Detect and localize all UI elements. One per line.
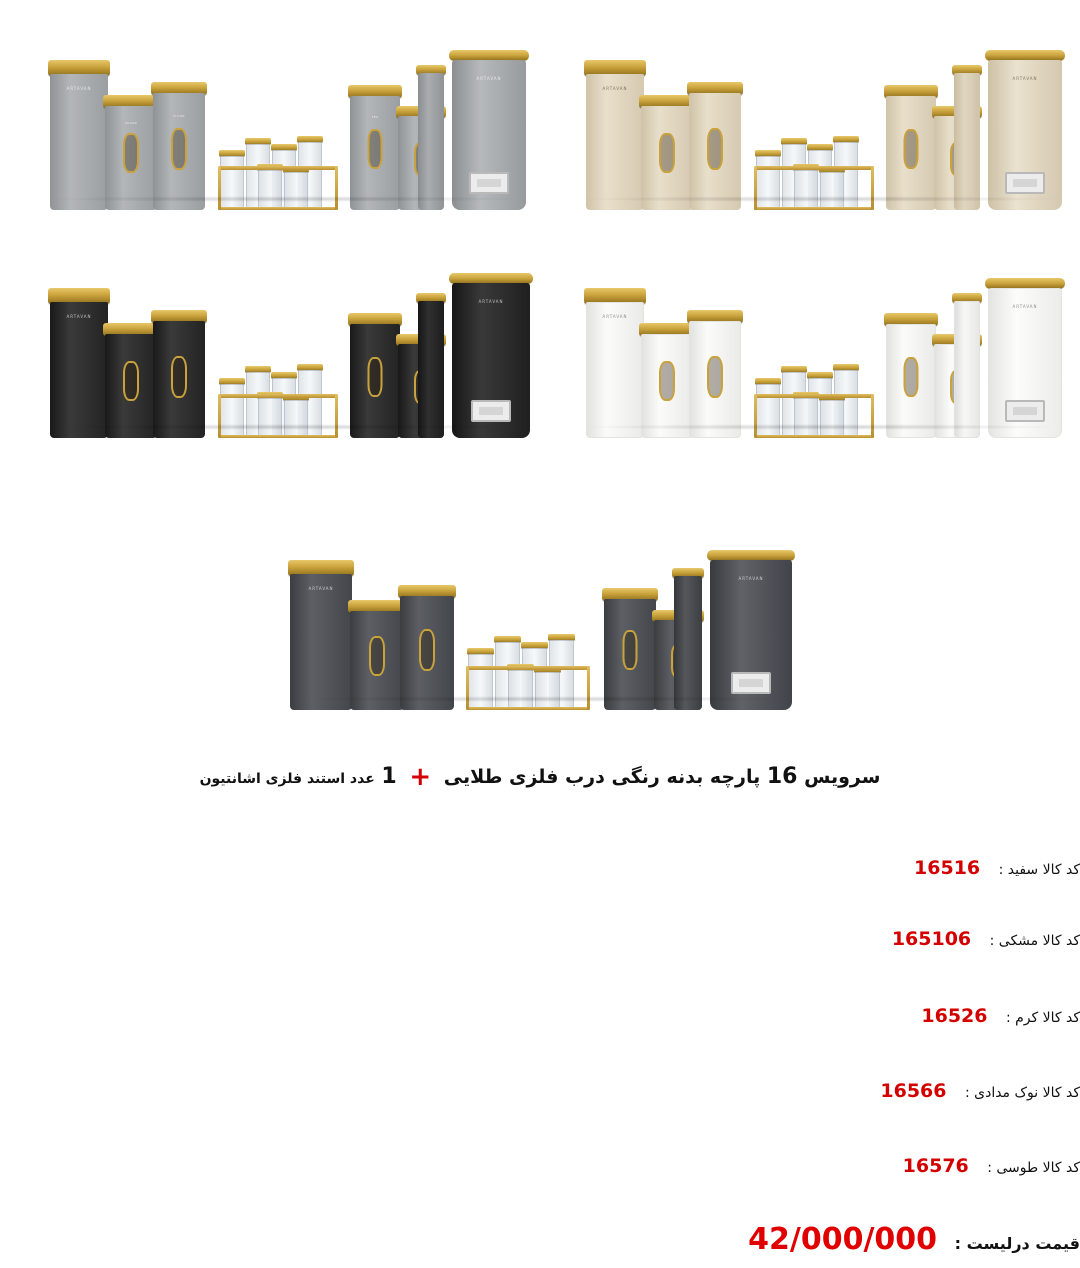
canister-medium [350,313,400,438]
canister-large: ARTAVAN [586,288,644,438]
headline-part-d: عدد استند فلزی اشانتیون [199,771,375,787]
canister-slim [954,65,980,210]
canister-slim [418,65,444,210]
spice-rack [754,328,882,438]
canister-slim [418,293,444,438]
photo-cream-set [556,0,1076,210]
code-label-dark-grey: کد کالا نوک مدادی : [964,1085,1080,1101]
canister-large: ARTAVAN [50,288,108,438]
photo-grey-set [20,0,540,210]
canister-medium [641,95,693,210]
code-value-black: 165106 [891,928,972,950]
headline-part-a: سرویس [804,766,881,788]
headline-part-c: 1 [381,764,397,789]
price-label: قیمت درلیست : [954,1234,1080,1253]
canister-medium: FLOUR [153,82,205,210]
spice-rack [218,100,346,210]
spice-rack [466,598,598,710]
code-row-grey [80,1155,1080,1177]
canister-medium [886,313,936,438]
canister-medium [153,310,205,438]
canister-medium: TEA [350,85,400,210]
canister-medium [350,600,404,710]
spice-rack [754,100,882,210]
canister-large: ARTAVAN [586,60,644,210]
canister-medium [886,85,936,210]
code-value-cream: 16526 [921,1005,988,1027]
code-row-white [80,857,1080,879]
spice-rack [218,328,346,438]
code-label-white: کد کالا سفید : [998,862,1080,878]
code-row-dark-grey [80,1080,1080,1102]
canister-medium [689,82,741,210]
plus-icon: + [409,762,432,792]
canister-slim [954,293,980,438]
canister-medium [400,585,454,710]
pedal-bin: ARTAVAN [988,50,1062,210]
canister-medium [689,310,741,438]
canister-medium [641,323,693,438]
pedal-bin: ARTAVAN [710,550,792,710]
code-value-dark-grey: 16566 [880,1080,947,1102]
code-label-grey: کد کالا طوسی : [987,1160,1080,1176]
headline [0,762,1080,792]
pedal-bin: ARTAVAN [452,50,526,210]
price-row [80,1222,1080,1257]
code-value-grey: 16576 [902,1155,969,1177]
headline-count: 16 [766,764,798,789]
code-row-black [80,928,1080,950]
price-value: 42/000/000 [748,1222,938,1257]
canister-medium: SUGAR [105,95,157,210]
photo-white-set [556,228,1076,438]
pedal-bin: ARTAVAN [988,278,1062,438]
canister-large: ARTAVAN [290,560,352,710]
code-label-cream: کد کالا کرم : [1005,1010,1080,1026]
canister-slim [674,568,702,710]
code-row-cream [80,1005,1080,1027]
headline-part-b: پارچه بدنه رنگی درب فلزی طلایی [443,766,761,788]
photo-dark-grey-set [270,530,810,710]
canister-medium [105,323,157,438]
canister-medium [604,588,656,710]
code-value-white: 16516 [914,857,981,879]
pedal-bin: ARTAVAN [452,273,530,438]
code-label-black: کد کالا مشکی : [989,933,1080,949]
photo-black-set [20,228,540,438]
canister-large: ARTAVAN [50,60,108,210]
